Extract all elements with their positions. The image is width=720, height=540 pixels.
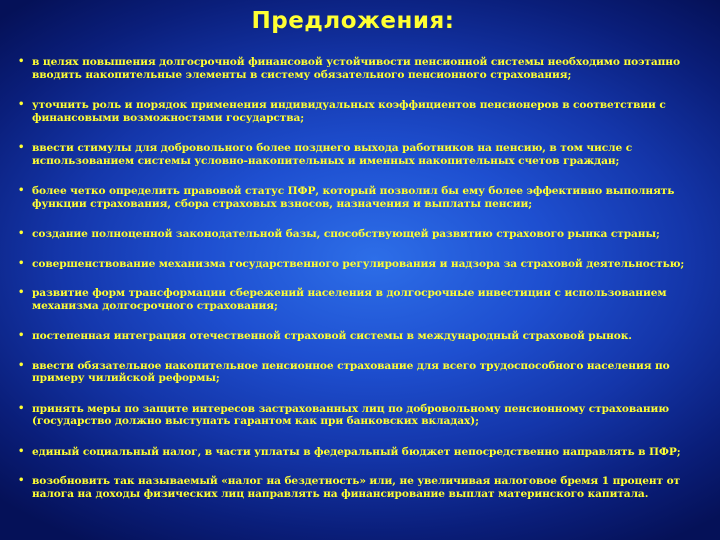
- bullet-icon: •: [18, 99, 25, 110]
- bullet-icon: •: [18, 287, 25, 298]
- list-item-text: уточнить роль и порядок применения индивидуальных коэффициентов пенсионеров в соответствии с финансовыми возможностями государства;: [32, 99, 666, 124]
- list-item: [18, 99, 696, 124]
- bullet-icon: •: [18, 330, 25, 341]
- bullet-icon: •: [18, 445, 25, 457]
- list-item: [18, 475, 696, 500]
- list-item-text: более четко определить правовой статус ПФР, который позволил бы ему более эффективно выполнять функции страхования, сбора страховых взносов, назначения и выплаты пенсии;: [32, 185, 675, 210]
- list-item-text: единый социальный налог, в части уплаты в федеральный бюджет непосредственно направлять в ПФР;: [32, 445, 681, 458]
- bullet-icon: •: [18, 359, 25, 371]
- list-item: [18, 142, 696, 167]
- list-item: [18, 446, 696, 459]
- slide-title: Предложения:: [251, 8, 455, 34]
- list-item-text: в целях повышения долгосрочной финансовой устойчивости пенсионной системы необходимо поэтапно вводить накопительные элементы в систему обязательного пенсионного страхования;: [32, 56, 680, 81]
- list-item: [18, 330, 696, 343]
- bullet-icon: •: [18, 475, 25, 486]
- list-item: [18, 56, 696, 81]
- bullet-icon: •: [18, 228, 25, 239]
- list-item: [18, 185, 696, 210]
- bullet-icon: •: [18, 257, 25, 269]
- list-item-text: ввести обязательное накопительное пенсионное страхование для всего трудоспособного населения по примеру чилийской реформы;: [32, 359, 670, 384]
- list-item-text: создание полноценной законодательной базы, способствующей развитию страхового рынка страны;: [32, 228, 660, 240]
- bullet-icon: •: [18, 185, 25, 196]
- list-item-text: постепенная интеграция отечественной страховой системы в международный страховой рынок.: [32, 330, 632, 342]
- list-item: [18, 258, 696, 271]
- list-item-text: принять меры по защите интересов застрахованных лиц по добровольному пенсионному страхованию (государство должно выступать гарантом как при банковских вкладах);: [32, 402, 670, 427]
- list-item-text: возобновить так называемый «налог на бездетность» или, не увеличивая налоговое бремя 1 процент от налога на доходы физических лиц направлять на финансирование выплат материнского капитала.: [32, 475, 681, 500]
- list-item: [18, 360, 696, 385]
- proposals-list: [18, 56, 696, 500]
- list-item-text: совершенствование механизма государственного регулирования и надзора за страховой деятельностью;: [32, 257, 685, 270]
- list-item-text: развитие форм трансформации сбережений населения в долгосрочные инвестиции с использованием механизма долгосрочного страхования;: [32, 287, 667, 312]
- list-item: [18, 403, 696, 428]
- bullet-icon: •: [18, 402, 25, 414]
- list-item-text: ввести стимулы для добровольного более позднего выхода работников на пенсию, в том числе с использованием системы условно-накопительных и именных накопительных счетов граждан;: [32, 142, 633, 167]
- list-item: [18, 228, 696, 241]
- bullet-icon: •: [18, 142, 25, 153]
- list-item: [18, 287, 696, 312]
- bullet-icon: •: [18, 56, 25, 67]
